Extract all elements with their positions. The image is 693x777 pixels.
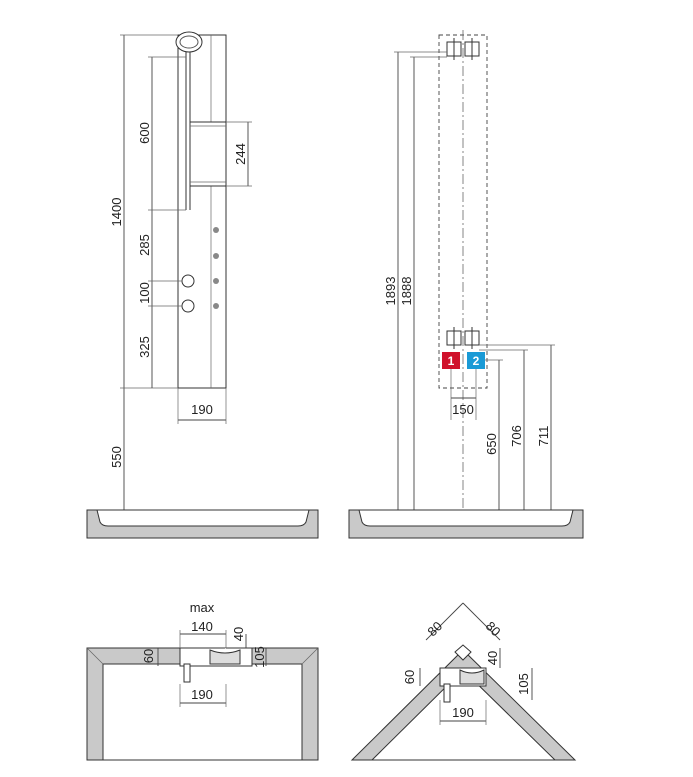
dim-140: 140	[191, 619, 213, 634]
connection-badge-1-label: 1	[447, 354, 455, 368]
dim-711: 711	[536, 425, 551, 447]
plan-view-straight	[87, 600, 318, 760]
dim-40-corner: 40	[485, 650, 500, 666]
dim-706: 706	[509, 425, 524, 447]
dim-650: 650	[484, 433, 499, 455]
shower-panel	[178, 35, 226, 388]
label-max: max	[189, 600, 215, 615]
dim-150: 150	[452, 402, 474, 417]
dim-1888: 1888	[399, 276, 414, 306]
dim-60-straight: 60	[141, 648, 156, 664]
side-view	[349, 30, 583, 538]
dim-190-front: 190	[191, 402, 213, 417]
dim-600: 600	[137, 122, 152, 144]
dim-190-corner: 190	[452, 705, 474, 720]
dim-550: 550	[109, 446, 124, 468]
dim-1893: 1893	[383, 276, 398, 306]
dim-60-corner: 60	[402, 669, 417, 685]
dim-325: 325	[137, 336, 152, 358]
dim-1400: 1400	[109, 197, 124, 227]
dim-244: 244	[233, 143, 248, 165]
plan-view-corner	[352, 603, 575, 760]
valve-knob-lower	[182, 300, 194, 312]
dim-105-straight: 105	[252, 646, 267, 668]
dim-80-left: 80	[424, 618, 446, 640]
connection-badge-2-label: 2	[472, 354, 480, 368]
dim-40-straight: 40	[231, 626, 246, 642]
dim-285: 285	[137, 234, 152, 256]
front-view	[87, 32, 318, 538]
dim-80-right: 80	[482, 618, 504, 640]
dim-100: 100	[137, 282, 152, 304]
dim-105-corner: 105	[516, 673, 531, 695]
dim-190-straight: 190	[191, 687, 213, 702]
valve-knob-upper	[182, 275, 194, 287]
